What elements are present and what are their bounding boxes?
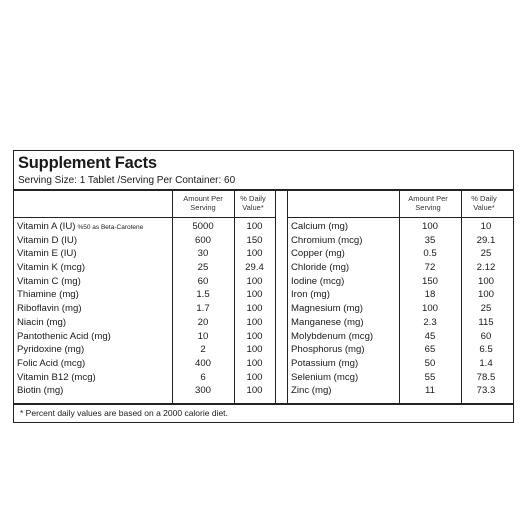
nutrient-daily-value: 73.3 <box>476 385 496 397</box>
nutrient-row <box>14 247 275 261</box>
nutrient-row <box>14 261 275 275</box>
nutrient-row <box>14 275 275 289</box>
nutrient-daily-value: 100 <box>246 330 263 342</box>
nutrient-row <box>14 384 275 398</box>
nutrient-daily-value: 25 <box>480 303 492 315</box>
nutrient-row <box>14 371 275 385</box>
nutrient-name: Riboflavin (mg) <box>17 303 82 315</box>
nutrient-row <box>14 316 275 330</box>
nutrient-name: Copper (mg) <box>291 248 345 260</box>
nutrient-row <box>288 330 513 344</box>
nutrient-amount: 400 <box>194 357 211 369</box>
nutrient-daily-value: 78.5 <box>476 371 496 383</box>
nutrient-amount: 45 <box>424 330 436 342</box>
nutrient-amount: 60 <box>197 275 209 287</box>
nutrient-amount: 25 <box>197 262 209 274</box>
nutrient-row <box>288 234 513 248</box>
nutrient-daily-value: 115 <box>478 316 494 328</box>
nutrient-row <box>288 288 513 302</box>
nutrient-amount: 100 <box>421 221 438 232</box>
nutrient-amount: 35 <box>424 234 436 246</box>
nutrient-daily-value: 150 <box>246 234 263 246</box>
nutrient-amount: 11 <box>425 385 435 397</box>
left-amount-header: Amount Per Serving <box>183 194 223 212</box>
nutrient-row <box>14 220 275 234</box>
nutrient-daily-value: 100 <box>246 221 263 232</box>
panel-title: Supplement Facts <box>18 154 157 172</box>
nutrient-name: Vitamin A (IU) %50 as Beta-Carotene <box>17 221 144 232</box>
nutrient-daily-value: 100 <box>246 303 263 315</box>
nutrient-name: Vitamin B12 (mcg) <box>17 371 96 383</box>
table-separator <box>275 189 288 403</box>
nutrient-daily-value: 100 <box>246 275 263 287</box>
nutrient-amount: 5000 <box>192 221 214 232</box>
left-header-rule <box>14 217 275 218</box>
nutrient-amount: 50 <box>424 357 436 369</box>
nutrient-name: Zinc (mg) <box>291 385 332 397</box>
nutrient-amount: 600 <box>194 234 211 246</box>
nutrient-amount: 55 <box>424 371 436 383</box>
nutrient-amount: 2 <box>200 344 206 356</box>
nutrient-row <box>14 330 275 344</box>
nutrient-name: Folic Acid (mcg) <box>17 357 86 369</box>
nutrient-amount: 18 <box>424 289 436 301</box>
nutrient-daily-value: 100 <box>246 385 263 397</box>
left-nutrient-table <box>14 220 275 398</box>
nutrient-amount: 100 <box>421 303 438 315</box>
nutrient-amount: 150 <box>421 275 438 287</box>
nutrient-amount: 10 <box>197 330 209 342</box>
nutrient-row <box>288 275 513 289</box>
nutrient-name: Vitamin D (IU) <box>17 234 78 246</box>
nutrient-daily-value: 100 <box>246 316 263 328</box>
nutrient-amount: 0.5 <box>423 248 437 260</box>
nutrient-row <box>288 371 513 385</box>
nutrient-daily-value: 100 <box>246 357 263 369</box>
nutrient-name: Chloride (mg) <box>291 262 350 274</box>
footer-rule <box>14 403 513 405</box>
nutrient-amount: 30 <box>197 248 209 260</box>
nutrient-daily-value: 100 <box>246 371 263 383</box>
nutrient-amount: 6 <box>200 371 206 383</box>
nutrient-amount: 1.5 <box>196 289 210 301</box>
footnote: * Percent daily values are based on a 2000 calorie diet. <box>20 408 228 418</box>
nutrient-name: Biotin (mg) <box>17 385 64 397</box>
right-amount-header: Amount Per Serving <box>408 194 448 212</box>
nutrient-row <box>14 288 275 302</box>
nutrient-daily-value: 1.4 <box>479 357 493 369</box>
nutrient-name: Vitamin K (mcg) <box>17 262 86 274</box>
nutrient-name: Calcium (mg) <box>291 221 349 232</box>
nutrient-row <box>288 316 513 330</box>
nutrient-daily-value: 60 <box>480 330 492 342</box>
right-dv-header: % Daily Value* <box>471 194 497 212</box>
nutrient-row <box>14 343 275 357</box>
nutrient-daily-value: 100 <box>246 248 263 260</box>
serving-info: Serving Size: 1 Tablet /Serving Per Container: 60 <box>18 175 236 186</box>
nutrient-name: Pyridoxine (mg) <box>17 344 85 356</box>
nutrient-name: Iodine (mcg) <box>291 275 345 287</box>
nutrient-name: Chromium (mcg) <box>291 234 363 246</box>
nutrient-row <box>288 247 513 261</box>
nutrient-row <box>288 343 513 357</box>
nutrient-amount: 72 <box>424 262 436 274</box>
header-rule <box>14 189 513 191</box>
nutrient-name: Potassium (mg) <box>291 357 359 369</box>
nutrient-name: Thiamine (mg) <box>17 289 79 301</box>
nutrient-daily-value: 2.12 <box>476 262 496 274</box>
nutrient-name: Magnesium (mg) <box>291 303 363 315</box>
nutrient-daily-value: 100 <box>246 289 263 301</box>
nutrient-row <box>288 384 513 398</box>
nutrient-row <box>14 357 275 371</box>
nutrient-row <box>14 302 275 316</box>
nutrient-amount: 65 <box>424 344 436 356</box>
nutrient-name: Iron (mg) <box>291 289 330 301</box>
nutrient-name: Niacin (mg) <box>17 316 67 328</box>
nutrient-name: Selenium (mcg) <box>291 371 359 383</box>
nutrient-name: Pantothenic Acid (mg) <box>17 330 111 342</box>
right-header-rule <box>288 217 513 218</box>
nutrient-name: Manganese (mg) <box>291 316 364 328</box>
nutrient-amount: 20 <box>197 316 209 328</box>
nutrient-daily-value: 100 <box>477 289 494 301</box>
nutrient-name: Vitamin E (IU) <box>17 248 77 260</box>
nutrient-daily-value: 29.4 <box>245 262 264 274</box>
nutrient-row <box>288 302 513 316</box>
nutrient-amount: 1.7 <box>196 303 210 315</box>
nutrient-row <box>14 234 275 248</box>
right-nutrient-table <box>288 220 513 398</box>
nutrient-name: Vitamin C (mg) <box>17 275 81 287</box>
nutrient-daily-value: 100 <box>477 275 494 287</box>
nutrient-name: Phosphorus (mg) <box>291 344 365 356</box>
left-dv-header: % Daily Value* <box>240 194 266 212</box>
nutrient-row <box>288 220 513 234</box>
nutrient-daily-value: 29.1 <box>476 234 496 246</box>
nutrient-daily-value: 10 <box>480 221 492 232</box>
nutrient-daily-value: 25 <box>480 248 492 260</box>
nutrient-note: %50 as Beta-Carotene <box>77 224 144 231</box>
nutrient-daily-value: 100 <box>246 344 263 356</box>
nutrient-amount: 300 <box>194 385 211 397</box>
nutrient-name: Molybdenum (mcg) <box>291 330 374 342</box>
supplement-facts-panel <box>13 150 514 423</box>
nutrient-daily-value: 6.5 <box>479 344 493 356</box>
nutrient-row <box>288 261 513 275</box>
nutrient-amount: 2.3 <box>423 316 437 328</box>
nutrient-row <box>288 357 513 371</box>
